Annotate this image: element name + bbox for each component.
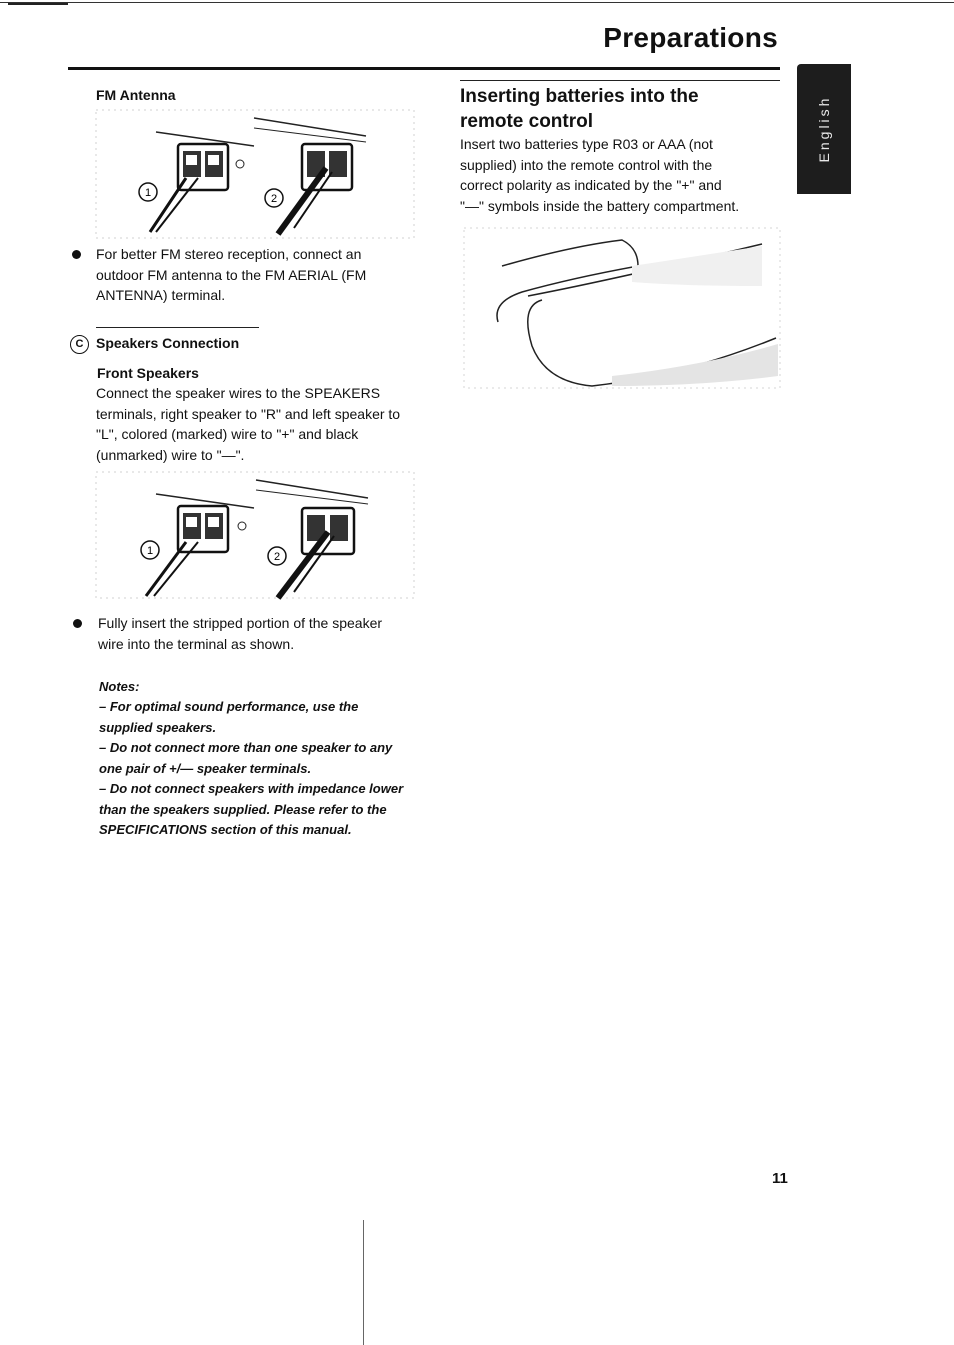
fm-line: For better FM stereo reception, connect an — [96, 246, 362, 262]
speaker-wire-illustration — [94, 470, 416, 600]
top-edge-mark — [8, 3, 68, 5]
section-c-marker: C — [70, 335, 89, 354]
fm-figure-marker-2: 2 — [270, 193, 278, 205]
batteries-heading-line: Inserting batteries into the — [460, 86, 699, 107]
fm-figure-marker-1: 1 — [144, 187, 152, 199]
fm-antenna-illustration — [94, 108, 416, 240]
speaker-figure-marker-2: 2 — [273, 551, 281, 563]
note-line: – For optimal sound performance, use the — [99, 699, 359, 714]
batteries-line: Insert two batteries type R03 or AAA (not — [460, 136, 713, 152]
page-title: Preparations — [603, 22, 778, 53]
speaker-wire-text — [98, 613, 428, 654]
speakers-line: "L", colored (marked) wire to "+" and black — [96, 426, 359, 442]
note-line: – Do not connect more than one speaker to any — [99, 740, 393, 755]
note-line: SPECIFICATIONS section of this manual. — [99, 822, 352, 837]
speakers-rule — [96, 327, 259, 328]
speaker-figure-marker-1: 1 — [146, 545, 154, 557]
fm-line: ANTENNA) terminal. — [96, 287, 226, 303]
front-speakers-heading: Front Speakers — [97, 365, 199, 381]
note-line: – Do not connect speakers with impedance lower — [99, 781, 404, 796]
speakers-heading: Speakers Connection — [96, 335, 240, 351]
gutter-line — [363, 1220, 364, 1345]
bullet-fm — [72, 250, 81, 259]
fm-antenna-heading: FM Antenna — [96, 87, 176, 103]
batteries-text — [460, 134, 780, 216]
fm-antenna-text — [96, 244, 426, 306]
note-line: supplied speakers. — [99, 719, 217, 735]
page-number: 11 — [772, 1170, 788, 1187]
language-tab-label: English — [816, 95, 832, 163]
remote-control-illustration — [462, 226, 782, 390]
batteries-rule — [460, 80, 780, 81]
batteries-line: "—" symbols inside the battery compartment. — [460, 197, 740, 214]
bullet-speaker-wire — [73, 619, 82, 628]
batteries-line: correct polarity as indicated by the "+" and — [460, 177, 722, 193]
fm-line: outdoor FM antenna to the FM AERIAL (FM — [96, 266, 367, 283]
speakers-line: terminals, right speaker to "R" and left speaker to — [96, 405, 401, 422]
speakers-line: Connect the speaker wires to the SPEAKERS — [96, 385, 381, 401]
language-tab — [797, 64, 851, 194]
notes-heading: Notes: — [99, 679, 140, 694]
notes-list — [99, 697, 429, 841]
note-line: one pair of +/— speaker terminals. — [99, 760, 312, 776]
speakers-text — [96, 383, 426, 465]
speaker-wire-line: wire into the terminal as shown. — [98, 635, 295, 652]
speaker-wire-line: Fully insert the stripped portion of the speaker — [98, 615, 383, 631]
note-line: than the speakers supplied. Please refer to the — [99, 801, 387, 817]
batteries-heading-line: remote control — [460, 111, 594, 132]
batteries-heading — [460, 84, 780, 134]
top-edge-rule — [0, 2, 954, 3]
batteries-line: supplied) into the remote control with the — [460, 156, 713, 173]
header-rule — [68, 67, 780, 70]
speakers-line: (unmarked) wire to "—". — [96, 446, 245, 463]
